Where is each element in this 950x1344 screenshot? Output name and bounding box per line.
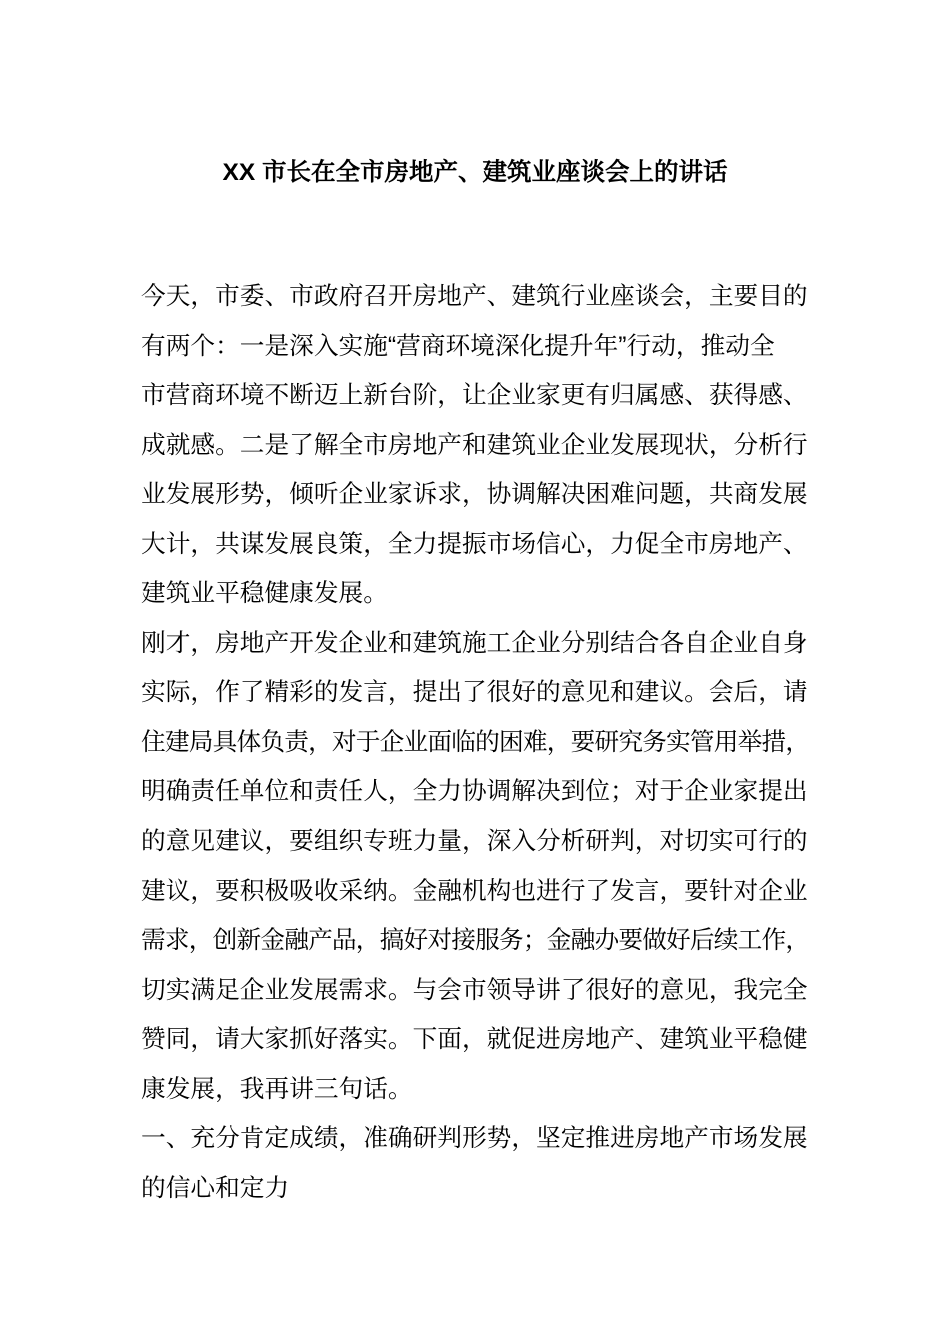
text-line: 需求，创新金融产品，搞好对接服务；金融办要做好后续工作， [141, 927, 810, 955]
text-line: 的意见建议，要组织专班力量，深入分析研判，对切实可行的 [141, 828, 808, 856]
document-title: XX 市长在全市房地产、建筑业座谈会上的讲话 [222, 159, 728, 186]
text-line: 建议，要积极吸收采纳。金融机构也进行了发言，要针对企业 [141, 877, 808, 905]
document-content [141, 0, 809, 1213]
text-line: 住建局具体负责，对于企业面临的困难，要研究务实管用举措， [141, 728, 810, 756]
text-line: 切实满足企业发展需求。与会市领导讲了很好的意见，我完全 [141, 976, 808, 1004]
text-line: 刚才，房地产开发企业和建筑施工企业分别结合各自企业自身 [141, 629, 808, 657]
text-line: 有两个：一是深入实施“营商环境深化提升年”行动，推动全 [141, 332, 775, 360]
text-line: 的信心和定力 [141, 1174, 290, 1202]
text-line: 实际，作了精彩的发言，提出了很好的意见和建议。会后，请 [141, 679, 808, 707]
text-line: 明确责任单位和责任人，全力协调解决到位；对于企业家提出 [141, 778, 808, 806]
text-line: 市营商环境不断迈上新台阶，让企业家更有归属感、获得感、 [141, 382, 808, 410]
text-line: 大计，共谋发展良策，全力提振市场信心，力促全市房地产、 [141, 530, 808, 558]
text-line: 建筑业平稳健康发展。 [141, 580, 388, 608]
text-line: 一、充分肯定成绩，准确研判形势，坚定推进房地产市场发展 [141, 1125, 808, 1153]
text-line: 业发展形势，倾听企业家诉求，协调解决困难问题，共商发展 [141, 481, 808, 509]
text-line: 赞同，请大家抓好落实。下面，就促进房地产、建筑业平稳健 [141, 1026, 808, 1054]
document-body [141, 272, 809, 1213]
text-line: 成就感。二是了解全市房地产和建筑业企业发展现状，分析行 [141, 431, 808, 459]
text-line: 康发展，我再讲三句话。 [141, 1075, 413, 1103]
text-line: 今天，市委、市政府召开房地产、建筑行业座谈会，主要目的 [141, 283, 808, 310]
